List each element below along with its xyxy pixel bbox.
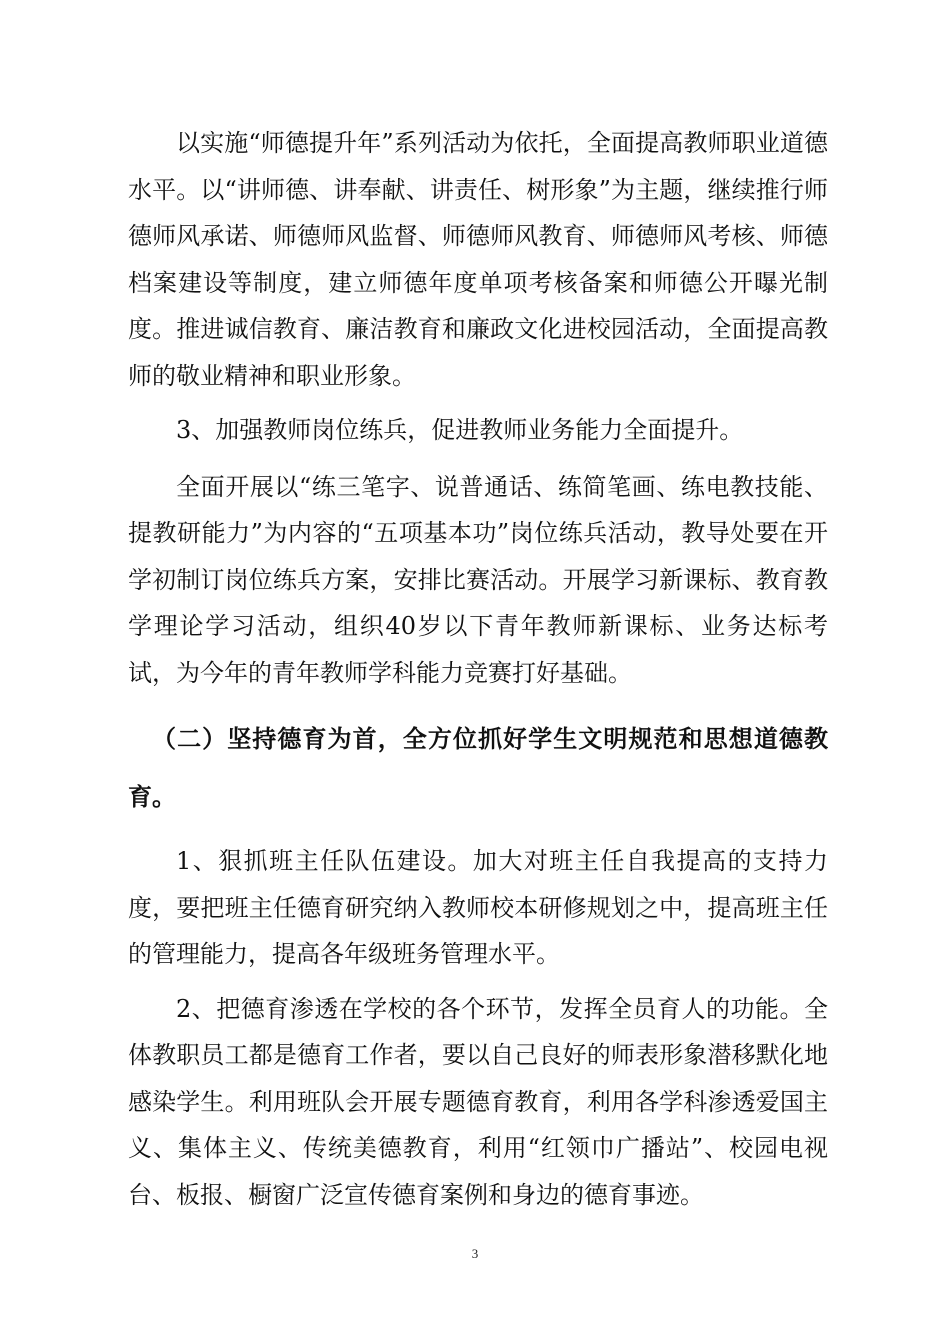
paragraph-class-teacher: 1、狠抓班主任队伍建设。加大对班主任自我提高的支持力度，要把班主任德育研究纳入教师校本研修规划之中，提高班主任的管理能力，提高各年级班务管理水平。	[128, 847, 828, 968]
paragraph-skills-training: 全面开展以“练三笔字、说普通话、练简笔画、练电教技能、提教研能力”为内容的“五项基本功”岗位练兵活动，教导处要在开学初制订岗位练兵方案，安排比赛活动。开展学习新课标、教育教学理论学习活动，组织40岁以下青年教师新课标、业务达标考试，为今年的青年教师学科能力竞赛打好基础。	[128, 472, 828, 687]
paragraph-teacher-ethics: 以实施“师德提升年”系列活动为依托，全面提高教师职业道德水平。以“讲师德、讲奉献、讲责任、树形象”为主题，继续推行师德师风承诺、师德师风监督、师德师风教育、师德师风考核、师德档案建设等制度，建立师德年度单项考核备案和师德公开曝光制度。推进诚信教育、廉洁教育和廉政文化进校园活动，全面提高教师的敬业精神和职业形象。	[128, 129, 828, 390]
section-heading-moral-education: （二）坚持德育为首，全方位抓好学生文明规范和思想道德教育。	[128, 724, 828, 811]
paragraph-item-3-title: 3、加强教师岗位练兵，促进教师业务能力全面提升。	[176, 416, 744, 444]
document-page	[128, 120, 828, 1218]
paragraph-moral-infiltration: 2、把德育渗透在学校的各个环节，发挥全员育人的功能。全体教职员工都是德育工作者，要以自己良好的师表形象潜移默化地感染学生。利用班队会开展专题德育教育，利用各学科渗透爱国主义、集体主义、传统美德教育，利用“红领巾广播站”、校园电视台、板报、橱窗广泛宣传德育案例和身边的德育事迹。	[128, 994, 828, 1209]
page-number: 3	[471, 1246, 479, 1261]
